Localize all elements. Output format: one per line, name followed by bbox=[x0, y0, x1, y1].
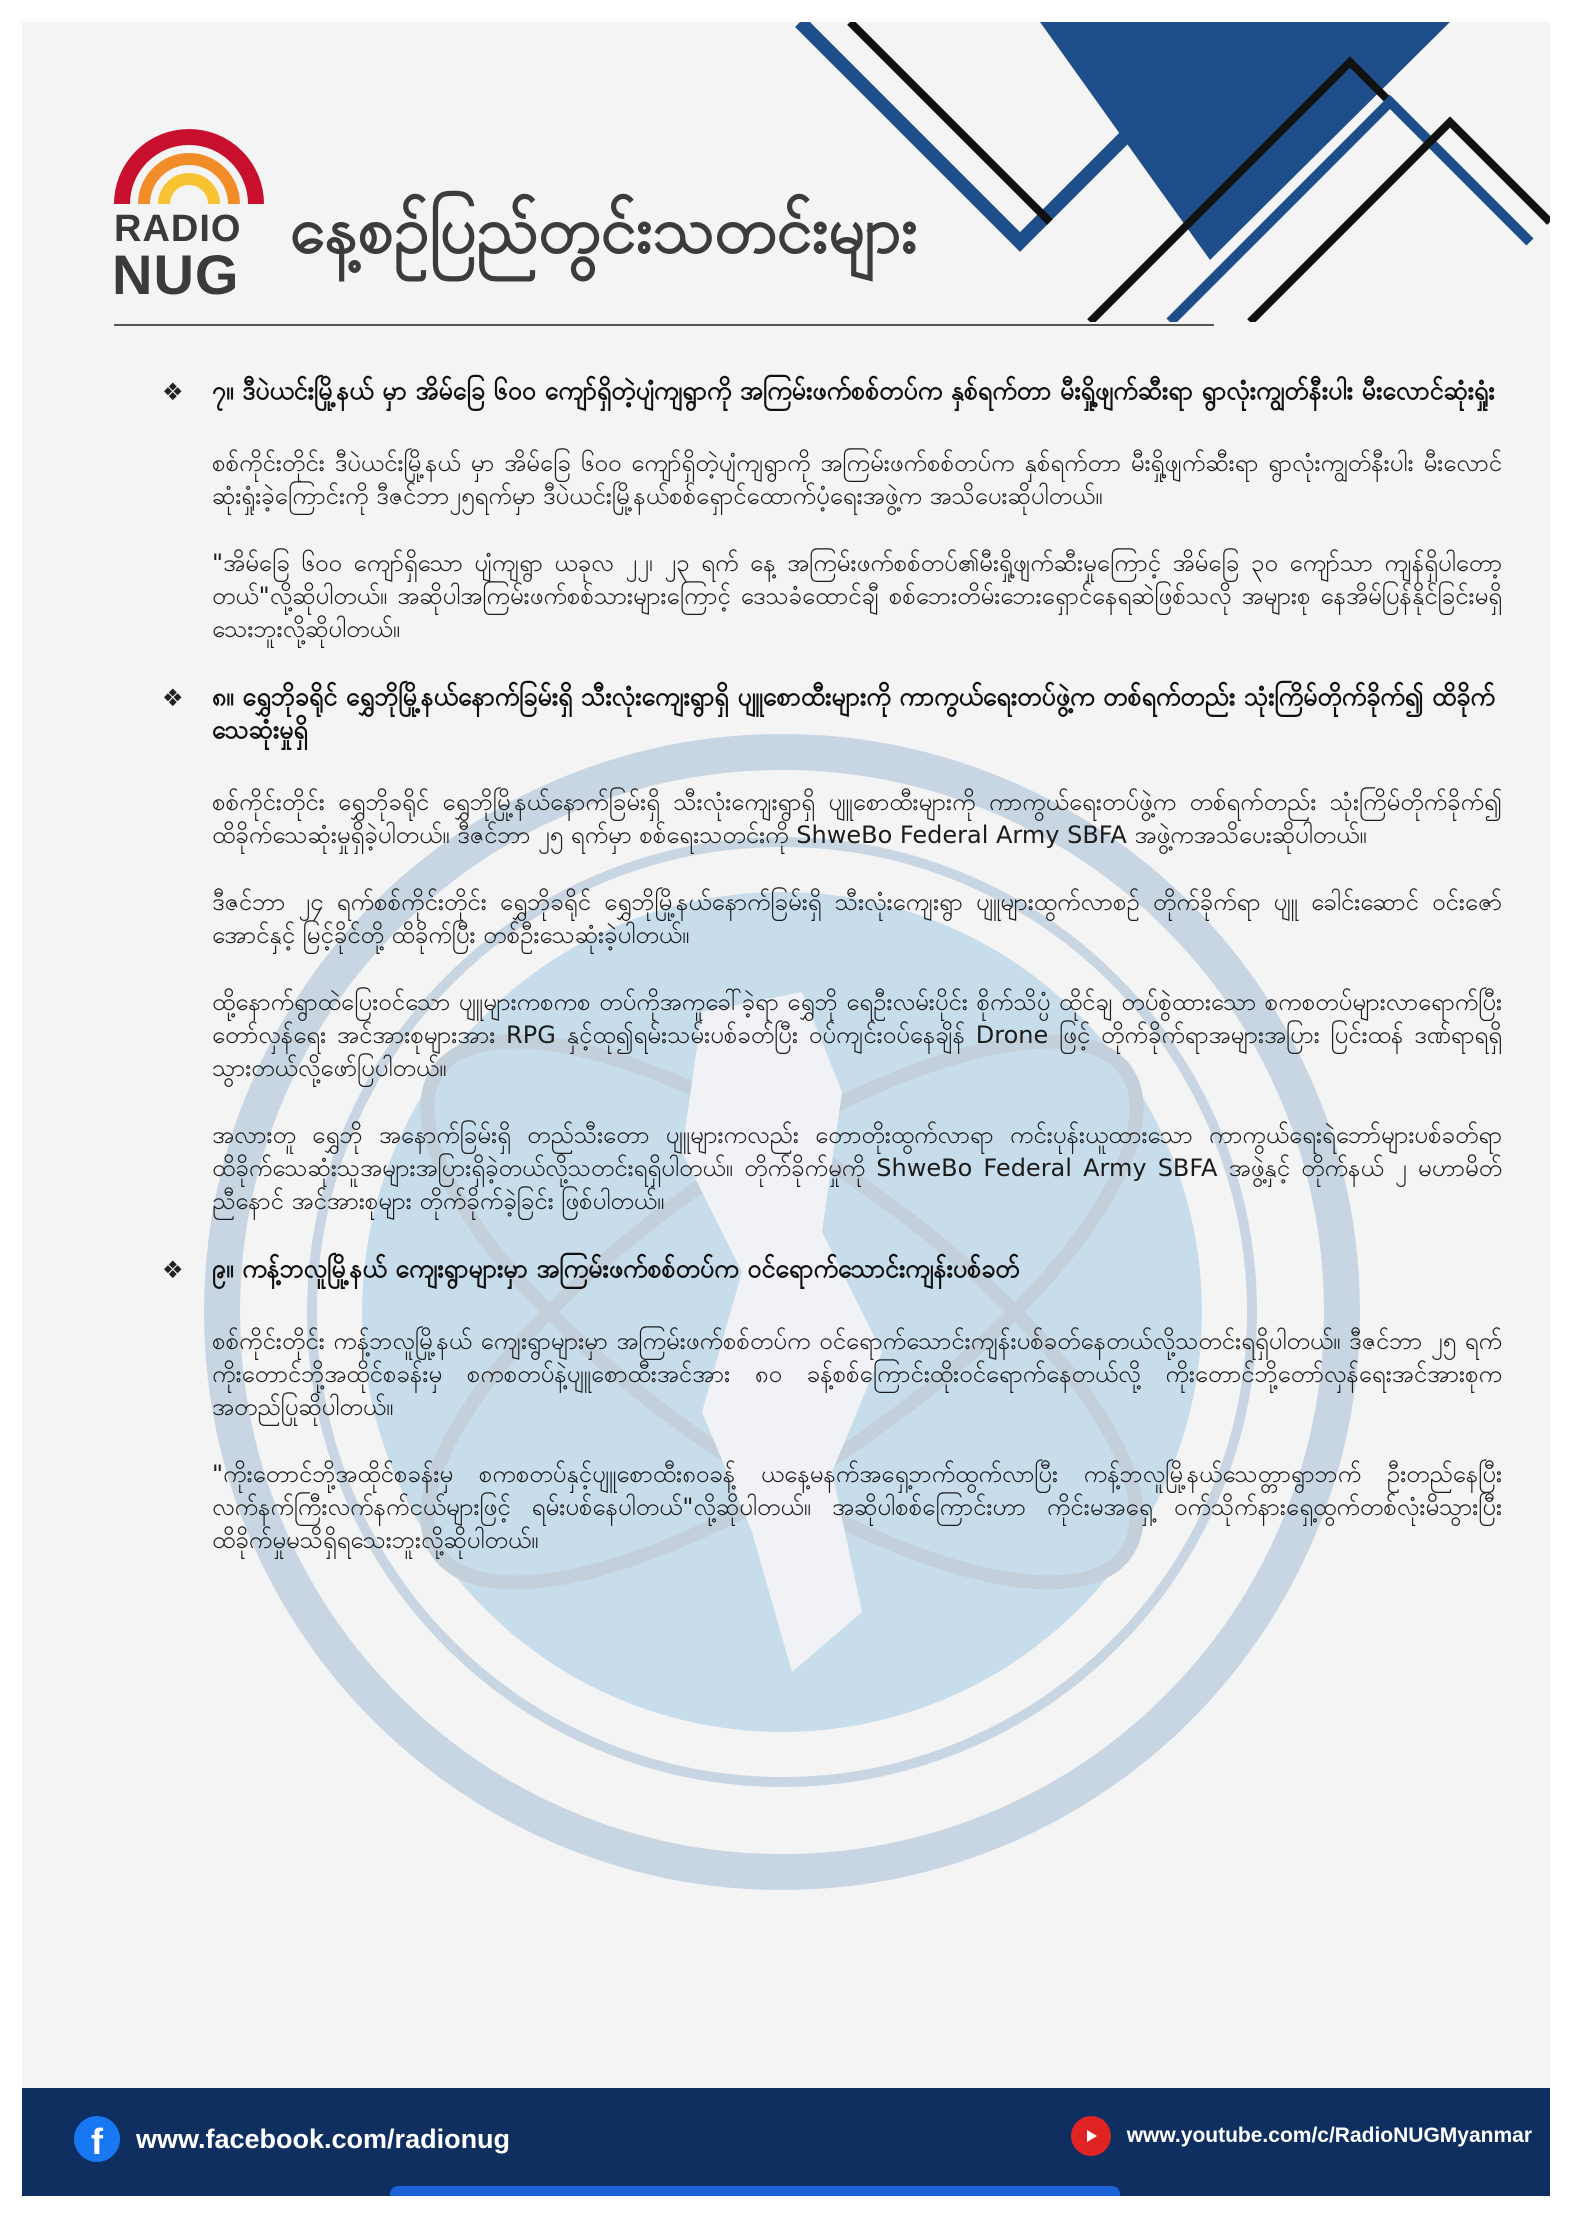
news-content bbox=[162, 352, 1502, 1591]
radio-waves-icon bbox=[114, 114, 264, 210]
story-headline-text: ၈။ ရွှေဘိုခရိုင် ရွှေဘိုမြို့နယ်နောက်ခြမ်းရှိ သီးလုံးကျေးရွာရှိ ပျူစောထီးများကို ကာကွယ်ရေးတပ်ဖွဲ့က တစ်ရက်တည်း သုံးကြိမ်တိုက်ခိုက်၍ ထိခိုက်သေဆုံးမှုရှိ bbox=[212, 682, 1495, 744]
footer-accent-tab bbox=[390, 2186, 1120, 2196]
youtube-link[interactable] bbox=[1071, 2116, 1532, 2156]
story-paragraph: စစ်ကိုင်းတိုင်း ရွှေဘိုခရိုင် ရွှေဘိုမြို့နယ်နောက်ခြမ်းရှိ သီးလုံးကျေးရွာရှိ ပျူစောထီးများကို ကာကွယ်ရေးတပ်ဖွဲ့က တစ်ရက်တည်း သုံးကြိမ်တိုက်ခိုက်၍ ထိခိုက်သေဆုံးမှုရှိခဲ့ပါတယ်။ ဒီဇင်ဘာ ၂၅ ရက်မှာ စစ်ရေးသတင်းကို ShweBo Federal Army SBFA အဖွဲ့ကအသိပေးဆိုပါတယ်။ bbox=[212, 788, 1502, 849]
page-sheet bbox=[22, 22, 1550, 2196]
youtube-url[interactable]: www.youtube.com/c/RadioNUGMyanmar bbox=[1126, 2124, 1532, 2147]
news-story-8 bbox=[162, 680, 1502, 1218]
story-paragraph: အလားတူ ရွှေဘို အနောက်ခြမ်းရှိ တည်သီးတော ပျူများကလည်း တောတိုးထွက်လာရာ ကင်းပုန်းယူထားသော ကာကွယ်ရေးရဲဘော်များပစ်ခတ်ရာ ထိခိုက်သေဆုံးသူအများအပြားရှိခဲ့တယ်လို့သတင်းရရှိပါတယ်။ တိုက်ခိုက်မှုကို ShweBo Federal Army SBFA အဖွဲ့နှင့် တိုက်နယ် ၂ မဟာမိတ် ညီနောင် အင်အားစုများ တိုက်ခိုက်ခဲ့ခြင်း ဖြစ်ပါတယ်။ bbox=[212, 1121, 1502, 1215]
diamond-bullet-icon: ❖ bbox=[162, 1256, 184, 1284]
story-paragraph: စစ်ကိုင်းတိုင်း ကန့်ဘလူမြို့နယ် ကျေးရွာများမှာ အကြမ်းဖက်စစ်တပ်က ဝင်ရောက်သောင်းကျန်းပစ်ခတ်နေတယ်လို့သတင်းရရှိပါတယ်။ ဒီဇင်ဘာ ၂၅ ရက် ကိုးတောင်ဘို့အထိုင်စခန်းမှ စကစတပ်နဲ့ပျူစောထီးအင်အား ၈၀ ခန့်စစ်ကြောင်းထိုးဝင်ရောက်နေတယ်လို့ ကိုးတောင်ဘို့တော်လှန်ရေးအင်အားစုကအတည်ပြုဆိုပါတယ်။ bbox=[212, 1327, 1502, 1421]
youtube-icon bbox=[1071, 2116, 1111, 2156]
logo-text-radio: RADIO bbox=[114, 208, 242, 250]
story-headline bbox=[162, 374, 1502, 407]
story-headline bbox=[162, 1252, 1502, 1285]
news-story-9 bbox=[162, 1252, 1502, 1557]
story-paragraph: စစ်ကိုင်းတိုင်း ဒီပဲယင်းမြို့နယ် မှာ အိမ်ခြေ ၆၀၀ ကျော်ရှိတဲ့ပျံကျရွာကို အကြမ်းဖက်စစ်တပ်က နှစ်ရက်တာ မီးရှို့ဖျက်ဆီးရာ ရွာလုံးကျွတ်နီးပါး မီးလောင်ဆုံးရှုံးခဲ့ကြောင်းကို ဒီဇင်ဘာ၂၅ရက်မှာ ဒီပဲယင်းမြို့နယ်စစ်ရှောင်ထောက်ပံ့ရေးအဖွဲ့က အသိပေးဆိုပါတယ်။ bbox=[212, 449, 1502, 510]
facebook-icon: f bbox=[74, 2116, 120, 2162]
title-divider bbox=[114, 324, 1214, 326]
diamond-bullet-icon: ❖ bbox=[162, 378, 184, 406]
footer-bar bbox=[22, 2088, 1550, 2196]
story-paragraph: ထို့နောက်ရွာထဲပြေးဝင်သော ပျူများကစကစ တပ်ကိုအကူခေါ်ခဲ့ရာ ရွှေဘို ရေဦးလမ်းပိုင်း စိုက်သိပ္ပံ ထိုင်ချ တပ်စွဲထားသော စကစတပ်များလာရောက်ပြီး တော်လှန်ရေး အင်အားစုများအား RPG နှင့်ထု၍ရမ်းသမ်းပစ်ခတ်ပြီး ဝပ်ကျင်းဝပ်နေချိန် Drone ဖြင့် တိုက်ခိုက်ရာအများအပြား ပြင်းထန် ဒဏ်ရာရရှိသွားတယ်လို့ဖော်ပြပါတယ်။ bbox=[212, 988, 1502, 1082]
story-paragraph: "အိမ်ခြေ ၆၀၀ ကျော်ရှိသော ပျံကျရွာ ယခုလ ၂၂၊ ၂၃ ရက် နေ့ အကြမ်းဖက်စစ်တပ်၏မီးရှို့ဖျက်ဆီးမှုကြောင့် အိမ်ခြေ ၃၀ ကျော်သာ ကျန်ရှိပါတော့တယ်"လို့ဆိုပါတယ်။ အဆိုပါအကြမ်းဖက်စစ်သားများကြောင့် ဒေသခံထောင်ချီ စစ်ဘေးတိမ်းဘေးရှောင်နေရဆဲဖြစ်သလို အများစု နေအိမ်ပြန်နိုင်ခြင်းမရှိသေးဘူးလို့ဆိုပါတယ်။ bbox=[212, 549, 1502, 643]
facebook-link[interactable] bbox=[74, 2116, 510, 2162]
story-headline bbox=[162, 680, 1502, 746]
logo-text-nug: NUG bbox=[112, 243, 240, 306]
story-paragraph: "ကိုးတောင်ဘို့အထိုင်စခန်းမှ စကစတပ်နှင့်ပျူစောထီး၈၀ခန့် ယနေ့မနက်အရှေ့ဘက်ထွက်လာပြီး ကန့်ဘလူမြို့နယ်သေတ္တာရွာဘက် ဦးတည်နေပြီးလက်နက်ကြီးလက်နက်ငယ်များဖြင့် ရမ်းပစ်နေပါတယ်"လို့ဆိုပါတယ်။ အဆိုပါစစ်ကြောင်းဟာ ကိုင်းမအရှေ့ ဝက်သိုက်နားရှေ့ထွက်တစ်လုံးမိသွားပြီး ထိခိုက်မှုမသိရှိရသေးဘူးလို့ဆိုပါတယ်။ bbox=[212, 1460, 1502, 1554]
news-story-7 bbox=[162, 374, 1502, 646]
story-headline-text: ၉။ ကန့်ဘလူမြို့နယ် ကျေးရွာများမှာ အကြမ်းဖက်စစ်တပ်က ဝင်ရောက်သောင်းကျန်းပစ်ခတ် bbox=[212, 1254, 1020, 1283]
story-paragraph: ဒီဇင်ဘာ ၂၄ ရက်စစ်ကိုင်းတိုင်း ရွှေဘိုခရိုင် ရွှေဘိုမြို့နယ်နောက်ခြမ်းရှိ သီးလုံးကျေးရွာ ပျူများထွက်လာစဥ် တိုက်ခိုက်ရာ ပျူ ခေါင်းဆောင် ဝင်းဇော်အောင်နှင့် မြင့်ခိုင်တို့ ထိခိုက်ပြီး တစ်ဦးသေဆုံးခဲ့ပါတယ်။ bbox=[212, 888, 1502, 949]
story-headline-text: ၇။ ဒီပဲယင်းမြို့နယ် မှာ အိမ်ခြေ ၆၀၀ ကျော်ရှိတဲ့ပျံကျရွာကို အကြမ်းဖက်စစ်တပ်က နှစ်ရက်တာ မီးရှို့ဖျက်ဆီးရာ ရွာလုံးကျွတ်နီးပါး မီးလောင်ဆုံးရှုံး bbox=[212, 376, 1495, 405]
radio-nug-logo bbox=[114, 114, 264, 304]
diamond-bullet-icon: ❖ bbox=[162, 684, 184, 712]
facebook-url[interactable]: www.facebook.com/radionug bbox=[136, 2123, 511, 2154]
page-title: နေ့စဉ်ပြည်တွင်းသတင်းများ bbox=[290, 194, 918, 268]
